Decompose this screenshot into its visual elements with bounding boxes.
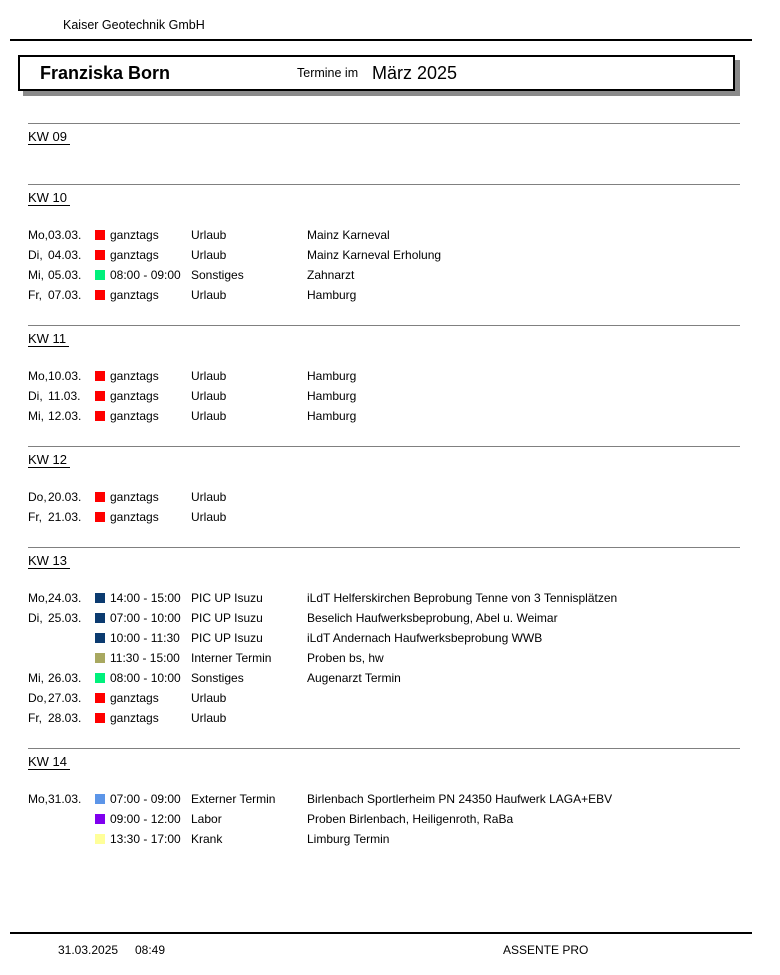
weekday: Di, <box>28 389 43 403</box>
category: Urlaub <box>191 510 227 524</box>
header-rule <box>10 39 752 41</box>
print-time: 08:49 <box>135 943 166 957</box>
time-range: 07:00 - 10:00 <box>110 611 181 625</box>
time-range: ganztags <box>110 711 159 725</box>
category: Urlaub <box>191 691 227 705</box>
description: Beselich Haufwerksbeprobung, Abel u. Weimar <box>307 611 558 625</box>
time-range: 10:00 - 11:30 <box>110 631 180 645</box>
week-label: KW 09 <box>28 129 70 145</box>
category-color-square <box>95 371 105 381</box>
description: iLdT Helferskirchen Beprobung Tenne von 3 Tennisplätzen <box>307 591 618 605</box>
category-color-square <box>95 270 105 280</box>
category: PIC UP Isuzu <box>191 631 263 645</box>
week-label: KW 11 <box>28 331 69 347</box>
category: Urlaub <box>191 248 227 262</box>
category-color-square <box>95 814 105 824</box>
time-range: 08:00 - 10:00 <box>110 671 181 685</box>
appointment-row <box>28 406 740 426</box>
time-range: 13:30 - 17:00 <box>110 832 181 846</box>
date: 12.03. <box>48 409 82 423</box>
time-range: 14:00 - 15:00 <box>110 591 181 605</box>
date: 11.03. <box>48 389 81 403</box>
category-color-square <box>95 613 105 623</box>
time-range: ganztags <box>110 228 159 242</box>
description: iLdT Andernach Haufwerksbeprobung WWB <box>307 631 543 645</box>
title-prefix: Termine im <box>297 66 359 80</box>
appointment-row <box>28 225 740 245</box>
category-color-square <box>95 512 105 522</box>
description: Hamburg <box>307 409 357 423</box>
category: Labor <box>191 812 222 826</box>
category: Urlaub <box>191 711 227 725</box>
category: Sonstiges <box>191 268 244 282</box>
date: 27.03. <box>48 691 82 705</box>
category-color-square <box>95 653 105 663</box>
date: 21.03. <box>48 510 82 524</box>
title-box <box>18 55 735 91</box>
description: Augenarzt Termin <box>307 671 401 685</box>
time-range: 11:30 - 15:00 <box>110 651 180 665</box>
category: Urlaub <box>191 228 227 242</box>
date: 10.03. <box>48 369 82 383</box>
appointment-row <box>28 648 740 668</box>
appointment-row <box>28 608 740 628</box>
time-range: ganztags <box>110 409 159 423</box>
week-label: KW 12 <box>28 452 70 468</box>
weekday: Fr, <box>28 510 42 524</box>
category: Urlaub <box>191 389 227 403</box>
weekday: Mo, <box>28 369 49 383</box>
time-range: ganztags <box>110 369 159 383</box>
week-section <box>28 184 740 325</box>
time-range: ganztags <box>110 691 159 705</box>
time-range: 09:00 - 12:00 <box>110 812 181 826</box>
appointment-row <box>28 789 740 809</box>
weekday: Do, <box>28 490 47 504</box>
time-range: ganztags <box>110 288 159 302</box>
date: 28.03. <box>48 711 82 725</box>
date: 25.03. <box>48 611 82 625</box>
category: PIC UP Isuzu <box>191 611 263 625</box>
appointment-row <box>28 386 740 406</box>
time-range: ganztags <box>110 389 159 403</box>
appointment-row <box>28 668 740 688</box>
time-range: ganztags <box>110 490 159 504</box>
date: 24.03. <box>48 591 82 605</box>
appointment-row <box>28 708 740 728</box>
app-name: ASSENTE PRO <box>503 943 589 957</box>
category-color-square <box>95 290 105 300</box>
appointment-row <box>28 245 740 265</box>
category-color-square <box>95 673 105 683</box>
category-color-square <box>95 250 105 260</box>
date: 07.03. <box>48 288 82 302</box>
date: 20.03. <box>48 490 82 504</box>
company-name: Kaiser Geotechnik GmbH <box>63 18 205 32</box>
week-section <box>28 547 740 748</box>
weekday: Di, <box>28 611 43 625</box>
appointment-row <box>28 487 740 507</box>
description: Proben bs, hw <box>307 651 384 665</box>
appointment-row <box>28 285 740 305</box>
week-label: KW 10 <box>28 190 70 206</box>
category: Sonstiges <box>191 671 244 685</box>
category: Urlaub <box>191 490 227 504</box>
week-label: KW 13 <box>28 553 70 569</box>
appointment-row <box>28 809 740 829</box>
category-color-square <box>95 391 105 401</box>
weekday: Di, <box>28 248 43 262</box>
week-section <box>28 446 740 547</box>
weekday: Mo, <box>28 228 49 242</box>
category-color-square <box>95 492 105 502</box>
description: Limburg Termin <box>307 832 390 846</box>
category-color-square <box>95 713 105 723</box>
title-month: März 2025 <box>372 63 458 83</box>
category-color-square <box>95 593 105 603</box>
description: Zahnarzt <box>307 268 355 282</box>
description: Hamburg <box>307 288 357 302</box>
appointment-row <box>28 688 740 708</box>
footer-rule <box>10 932 752 934</box>
weekday: Do, <box>28 691 47 705</box>
weekday: Mo, <box>28 591 49 605</box>
category-color-square <box>95 834 105 844</box>
appointment-row <box>28 366 740 386</box>
description: Hamburg <box>307 369 357 383</box>
date: 04.03. <box>48 248 82 262</box>
time-range: 08:00 - 09:00 <box>110 268 181 282</box>
date: 31.03. <box>48 792 82 806</box>
weekday: Mi, <box>28 409 44 423</box>
category: PIC UP Isuzu <box>191 591 263 605</box>
appointment-row <box>28 628 740 648</box>
week-section <box>28 325 740 446</box>
weekday: Mi, <box>28 268 44 282</box>
category-color-square <box>95 411 105 421</box>
weekday: Mo, <box>28 792 49 806</box>
category-color-square <box>95 693 105 703</box>
weeks-list <box>28 123 740 869</box>
date: 03.03. <box>48 228 82 242</box>
category: Urlaub <box>191 288 227 302</box>
description: Mainz Karneval Erholung <box>307 248 442 262</box>
category: Urlaub <box>191 369 227 383</box>
weekday: Fr, <box>28 711 42 725</box>
category: Externer Termin <box>191 792 276 806</box>
person-name: Franziska Born <box>40 63 171 83</box>
category-color-square <box>95 794 105 804</box>
description: Hamburg <box>307 389 357 403</box>
time-range: ganztags <box>110 248 159 262</box>
category: Urlaub <box>191 409 227 423</box>
appointment-row <box>28 588 740 608</box>
date: 05.03. <box>48 268 82 282</box>
week-section <box>28 748 740 869</box>
weekday: Mi, <box>28 671 44 685</box>
time-range: 07:00 - 09:00 <box>110 792 181 806</box>
description: Birlenbach Sportlerheim PN 24350 Haufwerk LAGA+EBV <box>307 792 613 806</box>
category-color-square <box>95 230 105 240</box>
appointment-row <box>28 829 740 849</box>
time-range: ganztags <box>110 510 159 524</box>
weekday: Fr, <box>28 288 42 302</box>
date: 26.03. <box>48 671 82 685</box>
week-label: KW 14 <box>28 754 70 770</box>
category: Interner Termin <box>191 651 272 665</box>
appointment-row <box>28 265 740 285</box>
description: Proben Birlenbach, Heiligenroth, RaBa <box>307 812 514 826</box>
category: Krank <box>191 832 223 846</box>
category-color-square <box>95 633 105 643</box>
description: Mainz Karneval <box>307 228 390 242</box>
appointment-row <box>28 507 740 527</box>
print-date: 31.03.2025 <box>58 943 119 957</box>
week-section <box>28 123 740 184</box>
